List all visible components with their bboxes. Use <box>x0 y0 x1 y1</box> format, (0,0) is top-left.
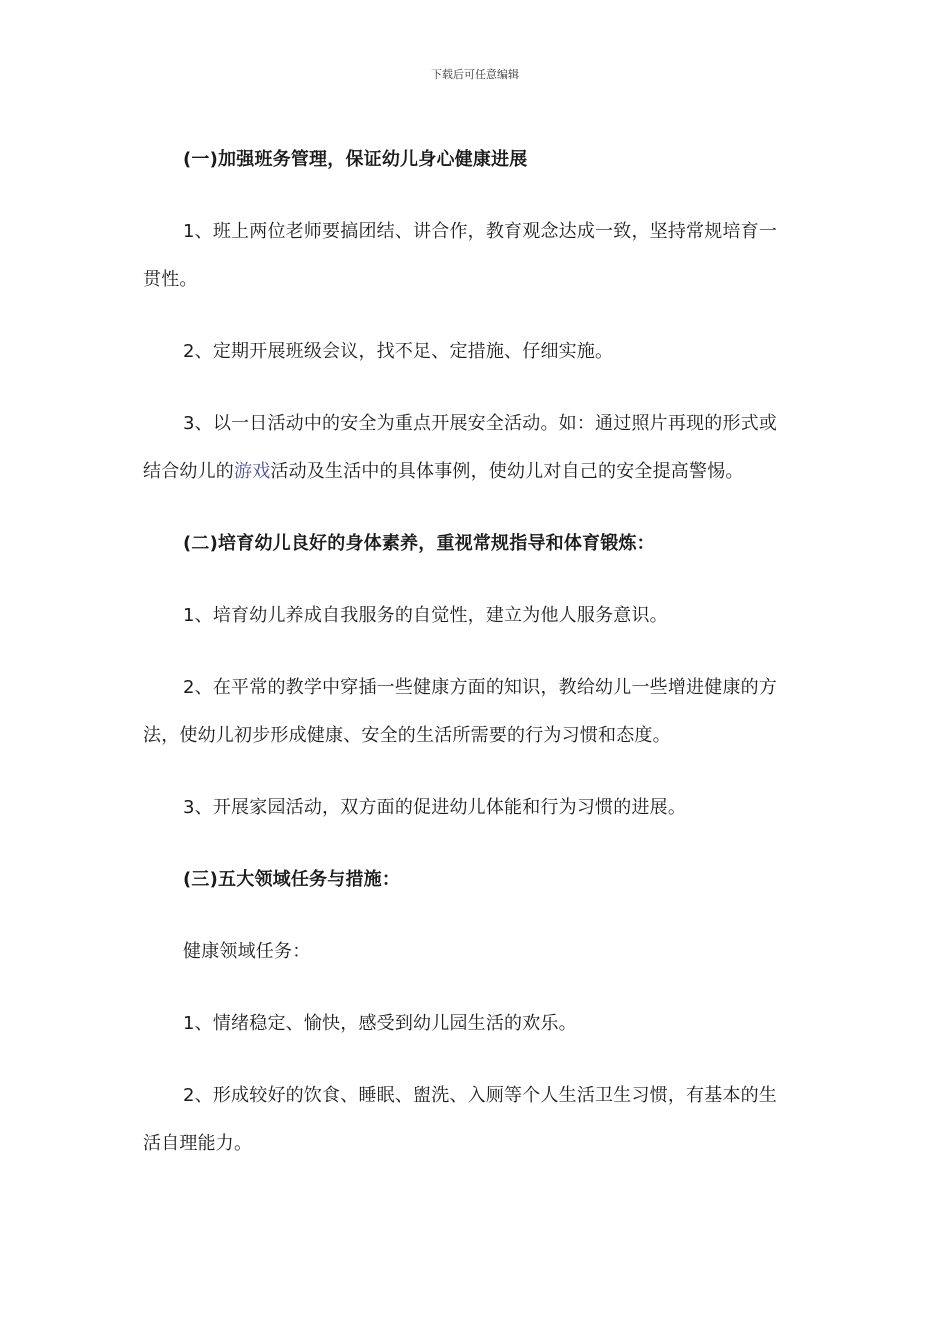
paragraph: 1、班上两位老师要搞团结、讲合作，教育观念达成一致，坚持常规培育一贯性。 <box>143 221 778 290</box>
paragraph: 2、定期开展班级会议，找不足、定措施、仔细实施。 <box>183 341 614 362</box>
paragraph <box>143 400 793 496</box>
paragraph-text: 3、以一日活动中的安全为重点开展安全活动。如：通过照片再现的形式或结合幼儿的 <box>143 413 778 482</box>
document-body <box>143 136 793 1192</box>
section-heading-1: (一)加强班务管理，保证幼儿身心健康进展 <box>183 149 528 170</box>
paragraph: 1、情绪稳定、愉快，感受到幼儿园生活的欢乐。 <box>183 1013 577 1034</box>
paragraph: 1、培育幼儿养成自我服务的自觉性，建立为他人服务意识。 <box>183 605 668 626</box>
section-heading-2: (二)培育幼儿良好的身体素养，重视常规指导和体育锻炼： <box>183 533 655 554</box>
page-header: 下载后可任意编辑 <box>431 68 519 81</box>
paragraph: 2、在平常的教学中穿插一些健康方面的知识，教给幼儿一些增进健康的方法，使幼儿初步形成健康、安全的生活所需要的行为习惯和态度。 <box>143 677 778 746</box>
paragraph-text: 活动及生活中的具体事例，使幼儿对自己的安全提高警惕。 <box>270 461 744 482</box>
paragraph: 2、形成较好的饮食、睡眠、盥洗、入厕等个人生活卫生习惯，有基本的生活自理能力。 <box>143 1085 778 1154</box>
game-link[interactable]: 游戏 <box>234 461 271 482</box>
paragraph: 健康领域任务： <box>183 941 311 962</box>
paragraph: 3、开展家园活动，双方面的促进幼儿体能和行为习惯的进展。 <box>183 797 687 818</box>
section-heading-3: (三)五大领域任务与措施： <box>183 869 401 890</box>
